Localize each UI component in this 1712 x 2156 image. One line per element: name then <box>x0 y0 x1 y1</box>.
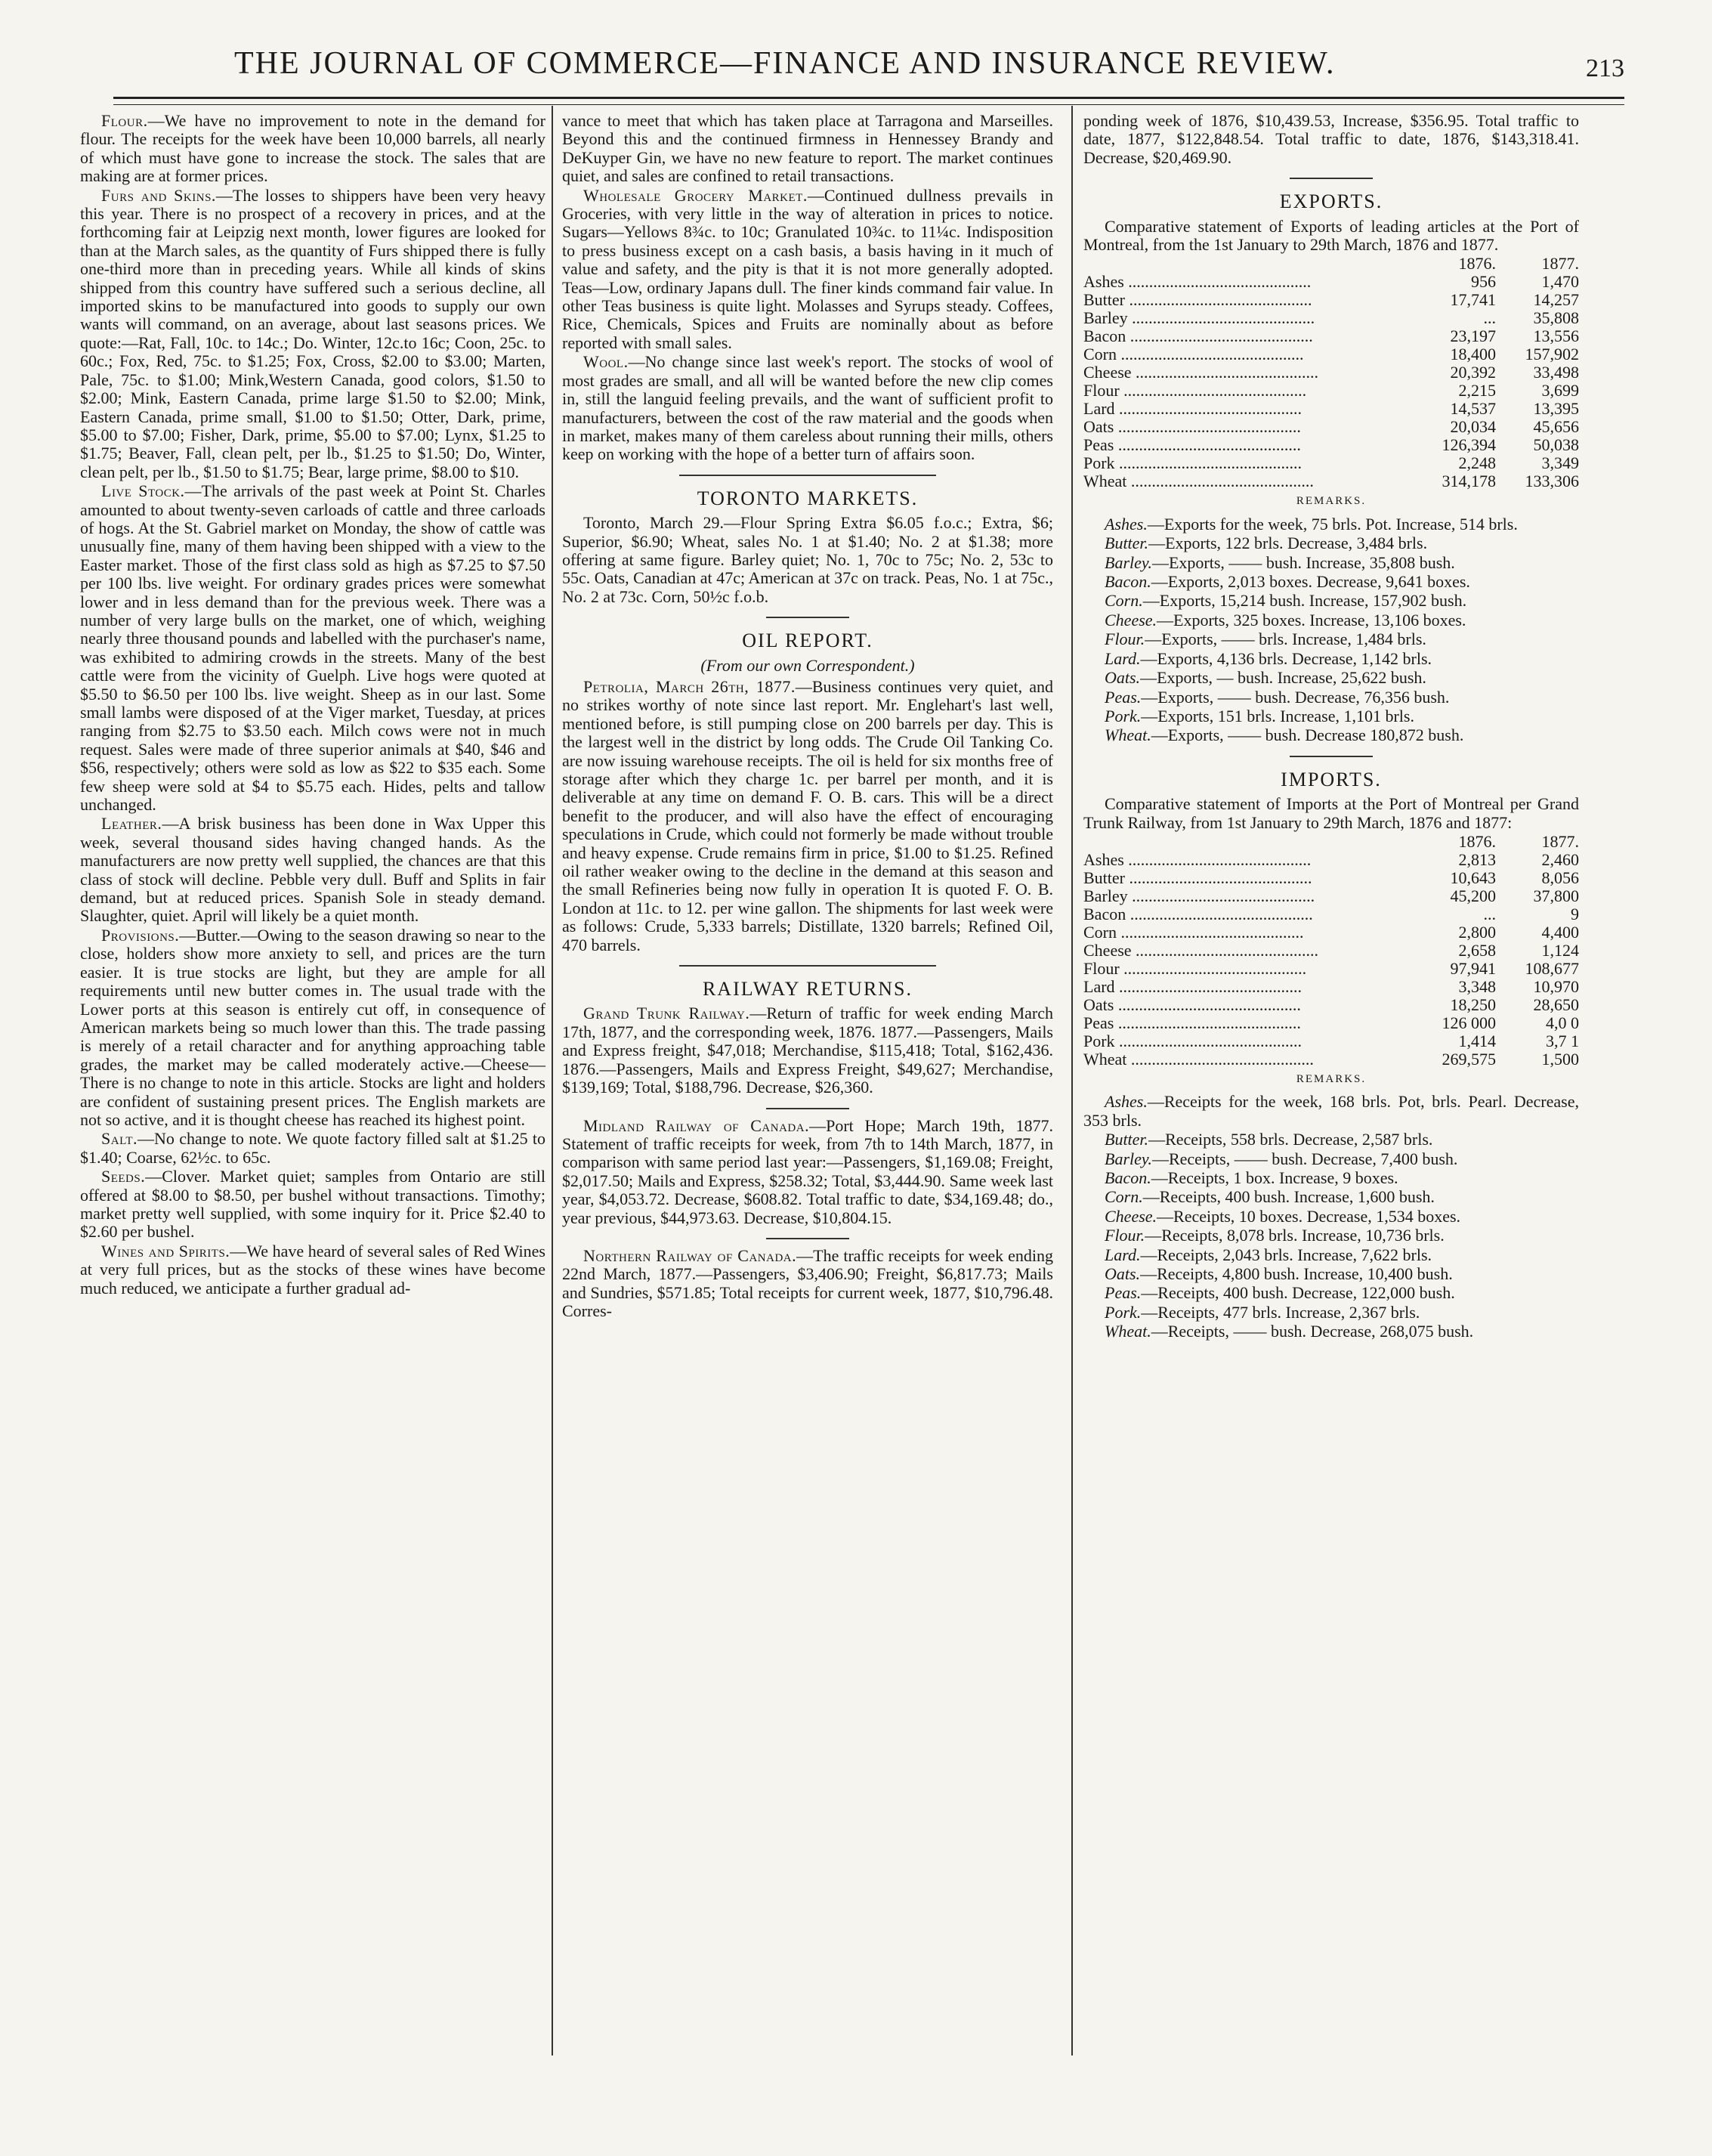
article-text: Comparative statement of Imports at the Port of Montreal per Grand Trunk Railway, from 1st January to 29th March, 1876 and 1877: <box>1083 794 1579 832</box>
article-paragraph <box>1083 726 1579 744</box>
value-1876: ... <box>1483 308 1496 328</box>
article-text: —We have no improvement to note in the demand for flour. The receipts for the week have been 10,000 barrels, all nearly of which must have gone to increase the stock. The sales that are making are at former prices. <box>80 111 545 186</box>
article-paragraph <box>1083 630 1579 648</box>
section-rule <box>679 965 936 967</box>
value-1877: 8,056 <box>1541 868 1579 887</box>
article-text: —Exports, 4,136 brls. Decrease, 1,142 brls. <box>1140 648 1432 668</box>
article-text: —Exports, —— brls. Increase, 1,484 brls. <box>1145 629 1426 649</box>
table-row <box>1083 851 1579 869</box>
article-text: —Clover. Market quiet; samples from Ontario are still offered at $8.00 to $8.50, per bushel without transactions. Timothy; market pretty well supplied, with some inquiry for it. Price $2.40 to $2.60 per bushel. <box>80 1167 545 1242</box>
commodity-label: Oats ............................................ <box>1083 995 1301 1014</box>
commodity-label: Cheese ............................................ <box>1083 363 1319 382</box>
article-lead: Seeds. <box>101 1167 146 1186</box>
article-paragraph <box>562 1004 1053 1097</box>
statement-table <box>1083 255 1579 490</box>
article-lead: Pork. <box>1105 1302 1142 1322</box>
table-row <box>1083 887 1579 905</box>
article-paragraph <box>1083 795 1579 832</box>
value-1877: 1,124 <box>1541 940 1579 960</box>
header-rule-thin <box>113 104 1624 105</box>
article-text: —Business continues very quiet, and no strikes worthy of note since last report. Mr. Englehart's last well, mentioned before, is still pumping close on 200 barrels per day. This is the largest well in the district by long odds. The Crude Oil Tanking Co. are now issuing warehouse receipts. The oil is held for six months free of storage after which they charge 1c. per barrel per month, and it is deliverable at any time on demand F. O. B. cars. This will be a direct benefit to the producer, and will also have the effect of encouraging speculations in Crude, which could not formerly be made without trouble and heavy expense. Crude remains firm in price, $1.00 to $1.25. Refined oil rather weaker owing to the decline in the demand at this season and the small Refineries being now fully in operation It is quoted F. O. B. London at 11c. to 12. per wine gallon. The shipments for last week were as follows: Crude, 5,333 barrels; Distillate, 1320 barrels; Refined Oil, 470 barrels. <box>562 676 1053 954</box>
article-paragraph <box>1083 707 1579 725</box>
table-row <box>1083 345 1579 363</box>
article-paragraph <box>1083 1226 1579 1245</box>
value-1876: 10,643 <box>1450 868 1496 887</box>
value-1877: 3,699 <box>1541 381 1579 401</box>
article-paragraph <box>1083 1150 1579 1168</box>
commodity-label: Ashes ............................................ <box>1083 850 1312 869</box>
table-row <box>1083 472 1579 490</box>
article-lead: Cheese. <box>1105 1206 1157 1226</box>
year-header: 1877. <box>1541 831 1579 851</box>
value-1877: 1,470 <box>1541 272 1579 292</box>
commodity-label: Barley ............................................ <box>1083 886 1315 905</box>
commodity-label: Lard ............................................ <box>1083 977 1303 996</box>
commodity-label: Ashes ............................................ <box>1083 273 1312 292</box>
article-lead: Northern Railway of Canada. <box>583 1245 797 1265</box>
article-lead: Petrolia, March 26th, 1877. <box>583 676 796 696</box>
section-rule <box>766 617 849 618</box>
article-lead: Salt. <box>101 1129 138 1149</box>
value-1877: 108,677 <box>1525 958 1579 978</box>
value-1876: 956 <box>1471 272 1496 292</box>
article-text: —Exports, 151 brls. Increase, 1,101 brls. <box>1141 706 1414 725</box>
article-lead: Cheese. <box>1105 610 1157 629</box>
column-divider <box>1071 106 1073 2055</box>
column-divider <box>552 106 553 2055</box>
article-paragraph <box>1083 611 1579 629</box>
article-text: —Receipts for the week, 168 brls. Pot, brls. Pearl. Decrease, 353 brls. <box>1083 1092 1579 1130</box>
article-paragraph <box>80 926 545 1129</box>
table-row <box>1083 923 1579 942</box>
commodity-label: Oats ............................................ <box>1083 418 1301 437</box>
article-text: —Receipts, 2,043 brls. Increase, 7,622 brls. <box>1140 1245 1432 1264</box>
value-1877: 50,038 <box>1533 435 1579 455</box>
article-paragraph <box>562 678 1053 954</box>
article-text: —A brisk business has been done in Wax Upper this week, several thousand sides having changed hands. As the manufacturers are now pretty well supplied, the chances are that this class of stock will decline. Pebble very dull. Buff and Splits in fair demand, but at reduced prices. Spanish Sole in steady demand. Slaughter, quiet. April will likely be a quiet month. <box>80 814 545 926</box>
commodity-label: Flour ............................................ <box>1083 959 1307 978</box>
table-row <box>1083 273 1579 291</box>
article-text: —Exports, 325 boxes. Increase, 13,106 boxes. <box>1157 610 1466 629</box>
value-1877: 9 <box>1571 904 1579 923</box>
article-paragraph <box>1083 1322 1579 1341</box>
value-1876: 45,200 <box>1450 886 1496 905</box>
year-header: 1876. <box>1458 254 1496 274</box>
article-text: —Receipts, 400 bush. Increase, 1,600 bush. <box>1142 1187 1435 1207</box>
section-heading: OIL REPORT. <box>742 629 873 652</box>
commodity-label: Barley ............................................ <box>1083 309 1315 328</box>
article-text: —Receipts, 8,078 brls. Increase, 10,736 brls. <box>1145 1226 1445 1245</box>
commodity-label: Corn ............................................ <box>1083 923 1304 942</box>
value-1876: 1,414 <box>1458 1031 1496 1050</box>
table-row <box>1083 869 1579 887</box>
article-text: —Receipts, 477 brls. Increase, 2,367 brls. <box>1141 1302 1420 1322</box>
article-paragraph <box>1083 534 1579 552</box>
table-row <box>1083 1014 1579 1032</box>
section-heading: RAILWAY RETURNS. <box>702 978 913 1001</box>
commodity-label: Butter ............................................ <box>1083 291 1312 310</box>
statement-table <box>1083 833 1579 1069</box>
article-lead: Ashes. <box>1105 514 1148 534</box>
table-row <box>1083 1050 1579 1069</box>
article-lead: Furs and Skins. <box>101 185 216 205</box>
article-paragraph <box>80 1242 545 1298</box>
column-three <box>1083 112 1579 1342</box>
article-lead: Grand Trunk Railway. <box>583 1004 750 1023</box>
table-row <box>1083 960 1579 978</box>
article-lead: Live Stock. <box>101 481 185 501</box>
article-text: —Receipts, 4,800 bush. Increase, 10,400 bush. <box>1140 1264 1453 1283</box>
article-lead: Provisions. <box>101 925 180 945</box>
article-paragraph <box>562 1247 1053 1321</box>
commodity-label: Corn ............................................ <box>1083 345 1304 364</box>
article-text: —Butter.—Owing to the season drawing so near to the close, holders show more anxiety to sell, and prices are the turn easier. It is true stocks are light, but they are ample for all requirements until new butter comes in. The usual trade with the Lower ports at this season is entirely cut off, in consequence of American markets being so much lower than this. The trade passing is merely of a retail character and for anything approaching table grades, the market may be called moderately active.—Cheese—There is no change to note in this article. Stocks are light and holders are confident of sustaining present prices. The English markets are not so active, and it is thought cheese has reached its highest point. <box>80 925 545 1129</box>
article-paragraph <box>1083 669 1579 687</box>
value-1876: 18,250 <box>1450 994 1496 1014</box>
article-paragraph <box>80 187 545 482</box>
article-paragraph <box>1083 1131 1579 1149</box>
value-1876: 14,537 <box>1450 399 1496 419</box>
year-header: 1876. <box>1458 831 1496 851</box>
article-paragraph <box>80 112 545 186</box>
article-paragraph <box>1083 1093 1579 1130</box>
value-1876: ... <box>1483 904 1496 923</box>
article-lead: Peas. <box>1105 687 1142 707</box>
section-rule <box>1290 756 1373 757</box>
header-rule <box>113 97 1624 99</box>
article-lead: Wholesale Grocery Market. <box>583 185 808 205</box>
commodity-label: Wheat ............................................ <box>1083 1050 1314 1069</box>
article-paragraph <box>80 1130 545 1167</box>
article-text: —Receipts, 1 box. Increase, 9 boxes. <box>1151 1168 1398 1187</box>
article-paragraph <box>562 1117 1053 1227</box>
remarks-heading: REMARKS. <box>1296 495 1367 508</box>
article-paragraph <box>562 187 1053 353</box>
page-number: 213 <box>1586 54 1624 82</box>
article-text: ponding week of 1876, $10,439.53, Increase, $356.95. Total traffic to date, 1877, $122,848.54. Total traffic to date, 1876, $143,318.41. Decrease, $20,469.90. <box>1083 111 1579 167</box>
article-text: —Receipts, 10 boxes. Decrease, 1,534 boxes. <box>1157 1206 1461 1226</box>
value-1876: 269,575 <box>1442 1049 1496 1069</box>
article-paragraph <box>1083 1284 1579 1302</box>
blank-cell <box>1083 833 1413 851</box>
article-text: —No change since last week's report. The stocks of wool of most grades are small, and all will be wanted before the new clip comes in, still the languid feeling prevails, and the want of sufficient profit to manufacturers, between the cost of the raw material and the goods when in market, makes many of them careless about running their mills, others keep on working with the hope of a better turn of affairs soon. <box>562 352 1053 464</box>
article-text: —No change to note. We quote factory filled salt at $1.25 to $1.40; Coarse, 62½c. to 65c. <box>80 1129 545 1167</box>
table-year-row <box>1083 255 1579 273</box>
article-lead: Lard. <box>1105 1245 1141 1264</box>
article-paragraph <box>1083 1169 1579 1187</box>
table-row <box>1083 996 1579 1014</box>
article-lead: Lard. <box>1105 648 1141 668</box>
article-lead: Oats. <box>1105 668 1141 688</box>
journal-title: THE JOURNAL OF COMMERCE—FINANCE AND INSURANCE REVIEW. <box>234 46 1336 81</box>
value-1876: 126,394 <box>1442 435 1496 455</box>
table-row <box>1083 942 1579 960</box>
value-1877: 133,306 <box>1525 472 1579 491</box>
value-1876: 2,215 <box>1458 381 1496 401</box>
article-text: —Exports, 15,214 bush. Increase, 157,902 bush. <box>1142 591 1467 611</box>
article-paragraph <box>1083 515 1579 534</box>
article-text: —Port Hope; March 19th, 1877. Statement of traffic receipts for week, from 7th to 14th March, 1877, in comparison with same period last year:—Passengers, $1,169.08; Freight, $2,017.50; Mails and Express, $258.32; Total, $3,444.90. Same week last year, $4,053.72. Decrease, $608.82. Total traffic to date, $34,169.48; do., year previous, $44,973.63. Decrease, $10,804.15. <box>562 1115 1053 1227</box>
article-text: —Return of traffic for week ending March 17th, 1877, and the corresponding week, 1876. 1877.—Passengers, Mails and Express freight, $47,018; Merchandise, $115,418; Total, $162,436. 1876.—Passengers, Mails and Express Freight, $49,627; Merchandise, $139,169; Total, $188,796. Decrease, $26,360. <box>562 1004 1053 1097</box>
article-text: —Receipts, —— bush. Decrease, 268,075 bush. <box>1151 1322 1474 1341</box>
value-1877: 35,808 <box>1533 308 1579 328</box>
article-text: —We have heard of several sales of Red Wines at very full prices, but as the stocks of these wines have become much reduced, we anticipate a further gradual ad- <box>80 1241 545 1298</box>
article-paragraph <box>1083 554 1579 572</box>
article-paragraph <box>80 815 545 925</box>
commodity-label: Cheese ............................................ <box>1083 941 1319 960</box>
article-lead: Bacon. <box>1105 572 1151 592</box>
article-text: —Exports for the week, 75 brls. Pot. Increase, 514 brls. <box>1147 514 1518 534</box>
article-paragraph <box>1083 650 1579 668</box>
commodity-label: Peas ............................................ <box>1083 436 1301 455</box>
year-header: 1877. <box>1541 254 1579 274</box>
article-paragraph <box>1083 1246 1579 1264</box>
table-row <box>1083 363 1579 382</box>
table-row <box>1083 291 1579 309</box>
article-lead: Pork. <box>1105 706 1142 725</box>
page-header <box>113 38 1624 106</box>
value-1877: 4,0 0 <box>1546 1013 1579 1032</box>
article-paragraph <box>80 482 545 814</box>
table-row <box>1083 1032 1579 1050</box>
article-lead: Bacon. <box>1105 1168 1151 1187</box>
value-1877: 33,498 <box>1533 363 1579 382</box>
article-lead: Ashes. <box>1105 1092 1148 1112</box>
article-paragraph <box>1083 1188 1579 1206</box>
value-1876: 2,800 <box>1458 922 1496 942</box>
article-text: —Receipts, 558 brls. Decrease, 2,587 brls. <box>1148 1130 1433 1149</box>
article-lead: Flour. <box>1105 629 1145 649</box>
article-text: —The arrivals of the past week at Point St. Charles amounted to about twenty-seven carloads of cattle and three carloads of hogs. At the St. Gabriel market on Monday, the show of cattle was unusually fine, many of them having been shipped with a view to the Easter market. Those of the first class sold as high as $7.25 to $7.50 per 100 lbs. live weight. For ordinary grades prices were somewhat lower and in less demand than for the previous week. There was a number of very large bulls on the market, one of which, weighing nearly three thousand pounds and labelled with the purchaser's name, was exhibited to admiring crowds in the streets. Many of the best cattle were from the vicinity of Guelph. Live hogs were quoted at $5.50 to $6.50 per 100 lbs. live weight. Sheep as in our last. Some small lambs were disposed of at the Viger market, Tuesday, at prices ranging from $2.75 to $3.50 each. Milch cows were not in much request. Sales were made of three superior animals at $40, $46 and $56, respectively; others were sold as low as $22 to $35 each. Some few sheep were sold at $4 to $5.75 each. Hides, pelts and tallow unchanged. <box>80 481 545 815</box>
value-1877: 14,257 <box>1533 290 1579 310</box>
table-row <box>1083 327 1579 345</box>
article-text: —Exports, —— bush. Increase, 35,808 bush. <box>1151 552 1455 572</box>
article-lead: Corn. <box>1105 1187 1143 1207</box>
value-1877: 1,500 <box>1541 1049 1579 1069</box>
article-paragraph <box>1083 688 1579 707</box>
remarks-heading: REMARKS. <box>1296 1072 1367 1085</box>
value-1876: 23,197 <box>1450 326 1496 346</box>
section-subheading: (From our own Correspondent.) <box>700 655 915 675</box>
value-1876: 97,941 <box>1450 958 1496 978</box>
commodity-label: Wheat ............................................ <box>1083 472 1314 491</box>
column-two <box>562 112 1053 1322</box>
value-1876: 2,813 <box>1458 849 1496 869</box>
column-one <box>80 112 545 1298</box>
section-rule <box>679 475 936 476</box>
value-1877: 157,902 <box>1525 345 1579 364</box>
article-text: —Receipts, —— bush. Decrease, 7,400 bush. <box>1151 1149 1458 1168</box>
article-text: —Receipts, 400 bush. Decrease, 122,000 bush. <box>1141 1283 1455 1303</box>
article-text: —Continued dullness prevails in Groceries, with very little in the way of alteration in prices to notice. Sugars—Yellows 8¾c. to 10c; Granulated 10¾c. to 11¼c. Indisposition to press business except on a cash basis, a basis having in it much of value and safety, and the pity is that it is not more generally adopted. Teas—Low, ordinary Japans dull. The finer kinds command fair value. In other Teas business is quite light. Molasses and Syrups steady. Coffees, Rice, Chemicals, Spices and Fruits are nominally about as before reported with small sales. <box>562 185 1054 352</box>
article-lead: Peas. <box>1105 1283 1142 1303</box>
value-1876: 2,658 <box>1458 940 1496 960</box>
table-row <box>1083 418 1579 436</box>
value-1877: 28,650 <box>1533 994 1579 1014</box>
value-1877: 10,970 <box>1533 976 1579 996</box>
section-heading: EXPORTS. <box>1279 190 1383 213</box>
article-text: —The losses to shippers have been very heavy this year. There is no prospect of a recovery in prices, and at the forthcoming fair at Leipzig next month, lower figures are looked for than at the March sales, as the quantity of Furs shipped there is fully one-third more than in preceding years. While all kinds of skins shipped from this country have suffered such a serious decline, all imported skins to be manufactured into goods to supply our own wants will command, on an average, about last seasons prices. We quote:—Rat, Fall, 10c. to 14c.; Do. Winter, 12c.to 16c; Coon, 25c. to 60c.; Fox, Red, 75c. to $1.25; Fox, Cross, $2.00 to $3.00; Marten, Pale, 75c. to $1.00; Mink,Western Canada, good colors, $1.50 to $2.00; Mink, Eastern Canada, prime large $1.50 to $2.00; Mink, Eastern Canada, prime small, $1.00 to $1.50; Otter, Dark, prime, $5.00 to $7.00; Fisher, Dark, prime, $5.00 to $7.00; Lynx, $1.25 to $1.75; Beaver, Fall, clean pelt, per lb., $1.25 to $1.50; Do, Winter, clean pelt, per lb., $1.50 to $1.75; Bear, large prime, $8.00 to $10. <box>80 185 545 481</box>
article-paragraph <box>1083 1208 1579 1226</box>
article-lead: Flour. <box>101 111 148 130</box>
table-row <box>1083 309 1579 327</box>
section-heading: IMPORTS. <box>1281 768 1382 790</box>
commodity-label: Pork ............................................ <box>1083 454 1303 473</box>
article-paragraph <box>562 112 1053 186</box>
value-1876: 3,348 <box>1458 976 1496 996</box>
value-1876: 2,248 <box>1458 453 1496 473</box>
commodity-label: Peas ............................................ <box>1083 1013 1301 1032</box>
article-text: Comparative statement of Exports of leading articles at the Port of Montreal, from the 1st January to 29th March, 1876 and 1877. <box>1083 216 1579 255</box>
value-1877: 3,7 1 <box>1546 1031 1579 1050</box>
table-row <box>1083 436 1579 454</box>
section-rule <box>766 1108 849 1109</box>
article-text: —The traffic receipts for week ending 22nd March, 1877.—Passengers, $3,406.90; Freight, $6,817.73; Mails and Sundries, $571.85; Total receipts for current week, 1877, $10,796.48. Corres- <box>562 1245 1054 1321</box>
article-text: vance to meet that which has taken place at Tarragona and Marseilles. Beyond this and the continued firmness in Hennessey Brandy and DeKuyper Gin, we have no new feature to report. The market continues quiet, and sales are confined to retail transactions. <box>562 111 1053 186</box>
article-lead: Wheat. <box>1105 725 1151 745</box>
article-text: —Exports, 122 brls. Decrease, 3,484 brls. <box>1148 534 1428 553</box>
value-1877: 37,800 <box>1533 886 1579 905</box>
section-rule <box>766 1238 849 1239</box>
article-paragraph <box>562 353 1053 463</box>
article-paragraph <box>1083 112 1579 167</box>
table-row <box>1083 978 1579 996</box>
commodity-label: Bacon ............................................ <box>1083 327 1313 346</box>
table-row <box>1083 400 1579 418</box>
article-lead: Wool. <box>583 352 629 372</box>
blank-cell <box>1083 255 1413 273</box>
article-paragraph <box>1083 573 1579 591</box>
value-1877: 2,460 <box>1541 849 1579 869</box>
value-1876: 20,034 <box>1450 417 1496 437</box>
article-text: —Exports, — bush. Increase, 25,622 bush. <box>1140 668 1426 688</box>
article-lead: Wines and Spirits. <box>101 1241 230 1261</box>
article-text: —Exports, 2,013 boxes. Decrease, 9,641 boxes. <box>1151 572 1470 592</box>
article-lead: Butter. <box>1105 534 1149 553</box>
article-paragraph <box>80 1168 545 1242</box>
article-lead: Butter. <box>1105 1130 1149 1149</box>
table-year-row <box>1083 833 1579 851</box>
commodity-label: Flour ............................................ <box>1083 382 1307 401</box>
article-lead: Oats. <box>1105 1264 1141 1283</box>
article-lead: Leather. <box>101 814 162 834</box>
table-row <box>1083 454 1579 472</box>
article-lead: Barley. <box>1105 1149 1152 1168</box>
value-1876: 314,178 <box>1442 472 1496 491</box>
section-heading: TORONTO MARKETS. <box>697 487 919 509</box>
article-lead: Corn. <box>1105 591 1143 611</box>
article-text: —Exports, —— bush. Decrease 180,872 bush. <box>1151 725 1464 745</box>
value-1876: 20,392 <box>1450 363 1496 382</box>
article-lead: Flour. <box>1105 1226 1145 1245</box>
value-1877: 4,400 <box>1541 922 1579 942</box>
value-1877: 45,656 <box>1533 417 1579 437</box>
table-row <box>1083 905 1579 923</box>
article-text: Toronto, March 29.—Flour Spring Extra $6.05 f.o.c.; Extra, $6; Superior, $6.90; Wheat, sales No. 1 at $1.40; No. 2 at $1.38; more offering at same figure. Barley quiet; No. 1, 70c to 75c; No. 2, 53c to 55c. Oats, Canadian at 47c; American at 37c on track. Peas, No. 1 at 75c., No. 2 at 73c. Corn, 50½c f.o.b. <box>562 513 1053 606</box>
article-lead: Wheat. <box>1105 1322 1151 1341</box>
value-1877: 3,349 <box>1541 453 1579 473</box>
value-1876: 126 000 <box>1442 1013 1496 1032</box>
article-paragraph <box>1083 218 1579 255</box>
commodity-label: Bacon ............................................ <box>1083 905 1313 923</box>
commodity-label: Lard ............................................ <box>1083 400 1303 419</box>
value-1876: 18,400 <box>1450 345 1496 364</box>
commodity-label: Pork ............................................ <box>1083 1032 1303 1050</box>
table-row <box>1083 382 1579 400</box>
article-paragraph <box>1083 1265 1579 1283</box>
article-paragraph <box>1083 592 1579 610</box>
article-text: —Exports, —— bush. Decrease, 76,356 bush. <box>1141 687 1450 707</box>
commodity-label: Butter ............................................ <box>1083 868 1312 887</box>
article-lead: Midland Railway of Canada. <box>583 1115 810 1135</box>
value-1877: 13,395 <box>1533 399 1579 419</box>
value-1876: 17,741 <box>1450 290 1496 310</box>
article-paragraph <box>1083 1304 1579 1322</box>
article-paragraph <box>562 514 1053 606</box>
section-rule <box>1290 178 1373 179</box>
value-1877: 13,556 <box>1533 326 1579 346</box>
article-lead: Barley. <box>1105 552 1152 572</box>
